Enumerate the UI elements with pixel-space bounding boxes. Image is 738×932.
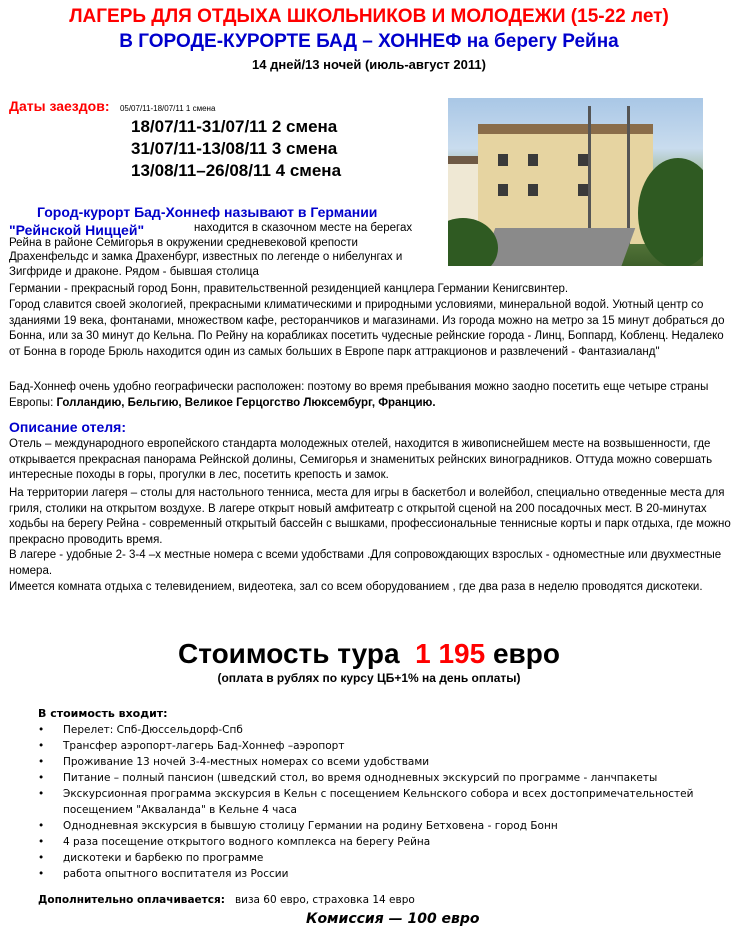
intro-p3-countries: Голландию, Бельгию, Великое Герцогство Люксембург, Францию. [56,396,436,409]
page-title: ЛАГЕРЬ ДЛЯ ОТДЫХА ШКОЛЬНИКОВ И МОЛОДЕЖИ (15-22 лет) [69,6,669,27]
intro-text [9,221,439,279]
hotel-paragraph-1: Отель – международного европейского стандарта молодежных отелей, находится в живописнейшем месте на возвышенности, где открывается прекрасная панорама Рейнской долины, Семигорья и знаменитых рейнских виноградников. Оттуда можно совершать интересные походы в горы, прогулки в лес, посетить крепость и замок. [9,438,713,481]
list-item: • дискотеки и барбекю по программе [38,850,728,866]
extra-label: Дополнительно оплачивается: [38,894,225,906]
hotel-paragraph-3: В лагере - удобные 2- 3-4 –х местные номера с всеми удобствами .Для сопровождающих взрослых - одноместные или двухместные номера. [9,549,722,577]
dates-block [9,98,439,182]
intro-text-rest: Рейна в районе Семигорья в окружении средневековой крепости Драхенфельдс и замка Драхенбург, известных по легенде о нибелунгах и Зигфриде и драконе. Рядом - бывшая столица [9,236,403,278]
shift-2: 18/07/11-31/07/11 2 смена [131,117,338,136]
price-value: 1 195 [415,638,486,669]
intro-paragraph-1: Германии - прекрасный город Бонн, правительственной резиденцией канцлера Германии Кенигсвинтер. [9,283,569,295]
extra-payment [38,894,415,906]
list-item: • Питание – полный пансион (шведский стол, во время однодневных экскурсий по программе - ланчпакеты [38,770,728,786]
includes-list [38,722,728,882]
price-label: Стоимость тура [178,638,400,669]
price-currency: евро [492,638,560,669]
shift-4: 13/08/11–26/08/11 4 смена [131,161,342,180]
list-item: • Перелет: Спб-Дюссельдорф-Спб [38,722,728,738]
commission: Комиссия — 100 евро [306,911,480,927]
hotel-photo [448,98,703,266]
list-item: • работа опытного воспитателя из России [38,866,728,882]
hotel-heading: Описание отеля: [9,419,127,435]
intro-text-line1: находится в сказочном месте на берегах [194,222,413,234]
price-line [0,638,738,670]
intro-p3-text: Бад-Хоннеф очень удобно географически расположен: поэтому во время пребывания можно заодно посетить еще четыре страны Европы: [9,381,709,409]
list-item: • 4 раза посещение открытого водного комплекса на берегу Рейна [38,834,728,850]
list-item: • Однодневная экскурсия в бывшую столицу Германии на родину Бетховена - город Бонн [38,818,728,834]
includes-title: В стоимость входит: [38,707,168,720]
list-item: • Трансфер аэропорт-лагерь Бад-Хоннеф –аэропорт [38,738,728,754]
list-item: • Проживание 13 ночей 3-4-местных номерах со всеми удобствами [38,754,728,770]
list-item: посещением "Акваланда" в Кельне 4 часа [63,804,297,816]
list-item: • Экскурсионная программа экскурсия в Кельн с посещением Кельнского собора и всех достопримечательностей [38,786,728,802]
intro-paragraph-2: Город славится своей экологией, прекрасными климатическими и природными условиями, минеральной водой. Уютный центр со зданиями 19 века, фонтанами, множеством кафе, ресторанчиков и магазинами. Из города можно на метро за 15 минут добраться до Бонна, или за 30 минут до Кельна. По Рейну на корабликах посетить чудесные рейнские города - Линц, Боппард, Кобленц. Недалеко от Бонна в городе Брюль находится один из самых больших в Европе парк аттракционов и развлечений - Фантазиаланд" [9,299,725,358]
hotel-paragraph-2: На территории лагеря – столы для настольного тенниса, места для игры в баскетбол и волейбол, специально отведенные места для гриля, столики на открытом воздухе. В лагере открыт новый амфитеатр с открытой сценой на 200 посадочных мест. В 20-минутах ходьбы на берегу Рейна - современный открытый бассейн с вышками, профессиональные теннисные корты и парк отдыха, где можно прекрасно проводить время. [9,487,731,546]
dates-label: Даты заездов: [9,98,110,114]
shift-3: 31/07/11-13/08/11 3 смена [131,139,338,158]
intro-heading-line2: "Рейнской Ниццей" [9,222,145,238]
photo-fire-escape [588,106,630,244]
photo-path [481,228,636,266]
price-note: (оплата в рублях по курсу ЦБ+1% на день оплаты) [217,671,521,685]
shift-1: 05/07/11-18/07/11 1 смена [119,104,216,113]
intro-paragraph-3 [9,380,731,411]
extra-value: виза 60 евро, страховка 14 евро [234,894,415,906]
tour-duration: 14 дней/13 ночей (июль-август 2011) [252,57,486,72]
page-subtitle: В ГОРОДЕ-КУРОРТЕ БАД – ХОННЕФ на берегу Рейна [119,31,619,52]
hotel-paragraph-4: Имеется комната отдыха с телевидением, видеотека, зал со всем оборудованием , где два раза в неделю проводятся дискотеки. [9,581,703,593]
intro-heading-line1: Город-курорт Бад-Хоннеф называют в Германии [37,204,378,220]
